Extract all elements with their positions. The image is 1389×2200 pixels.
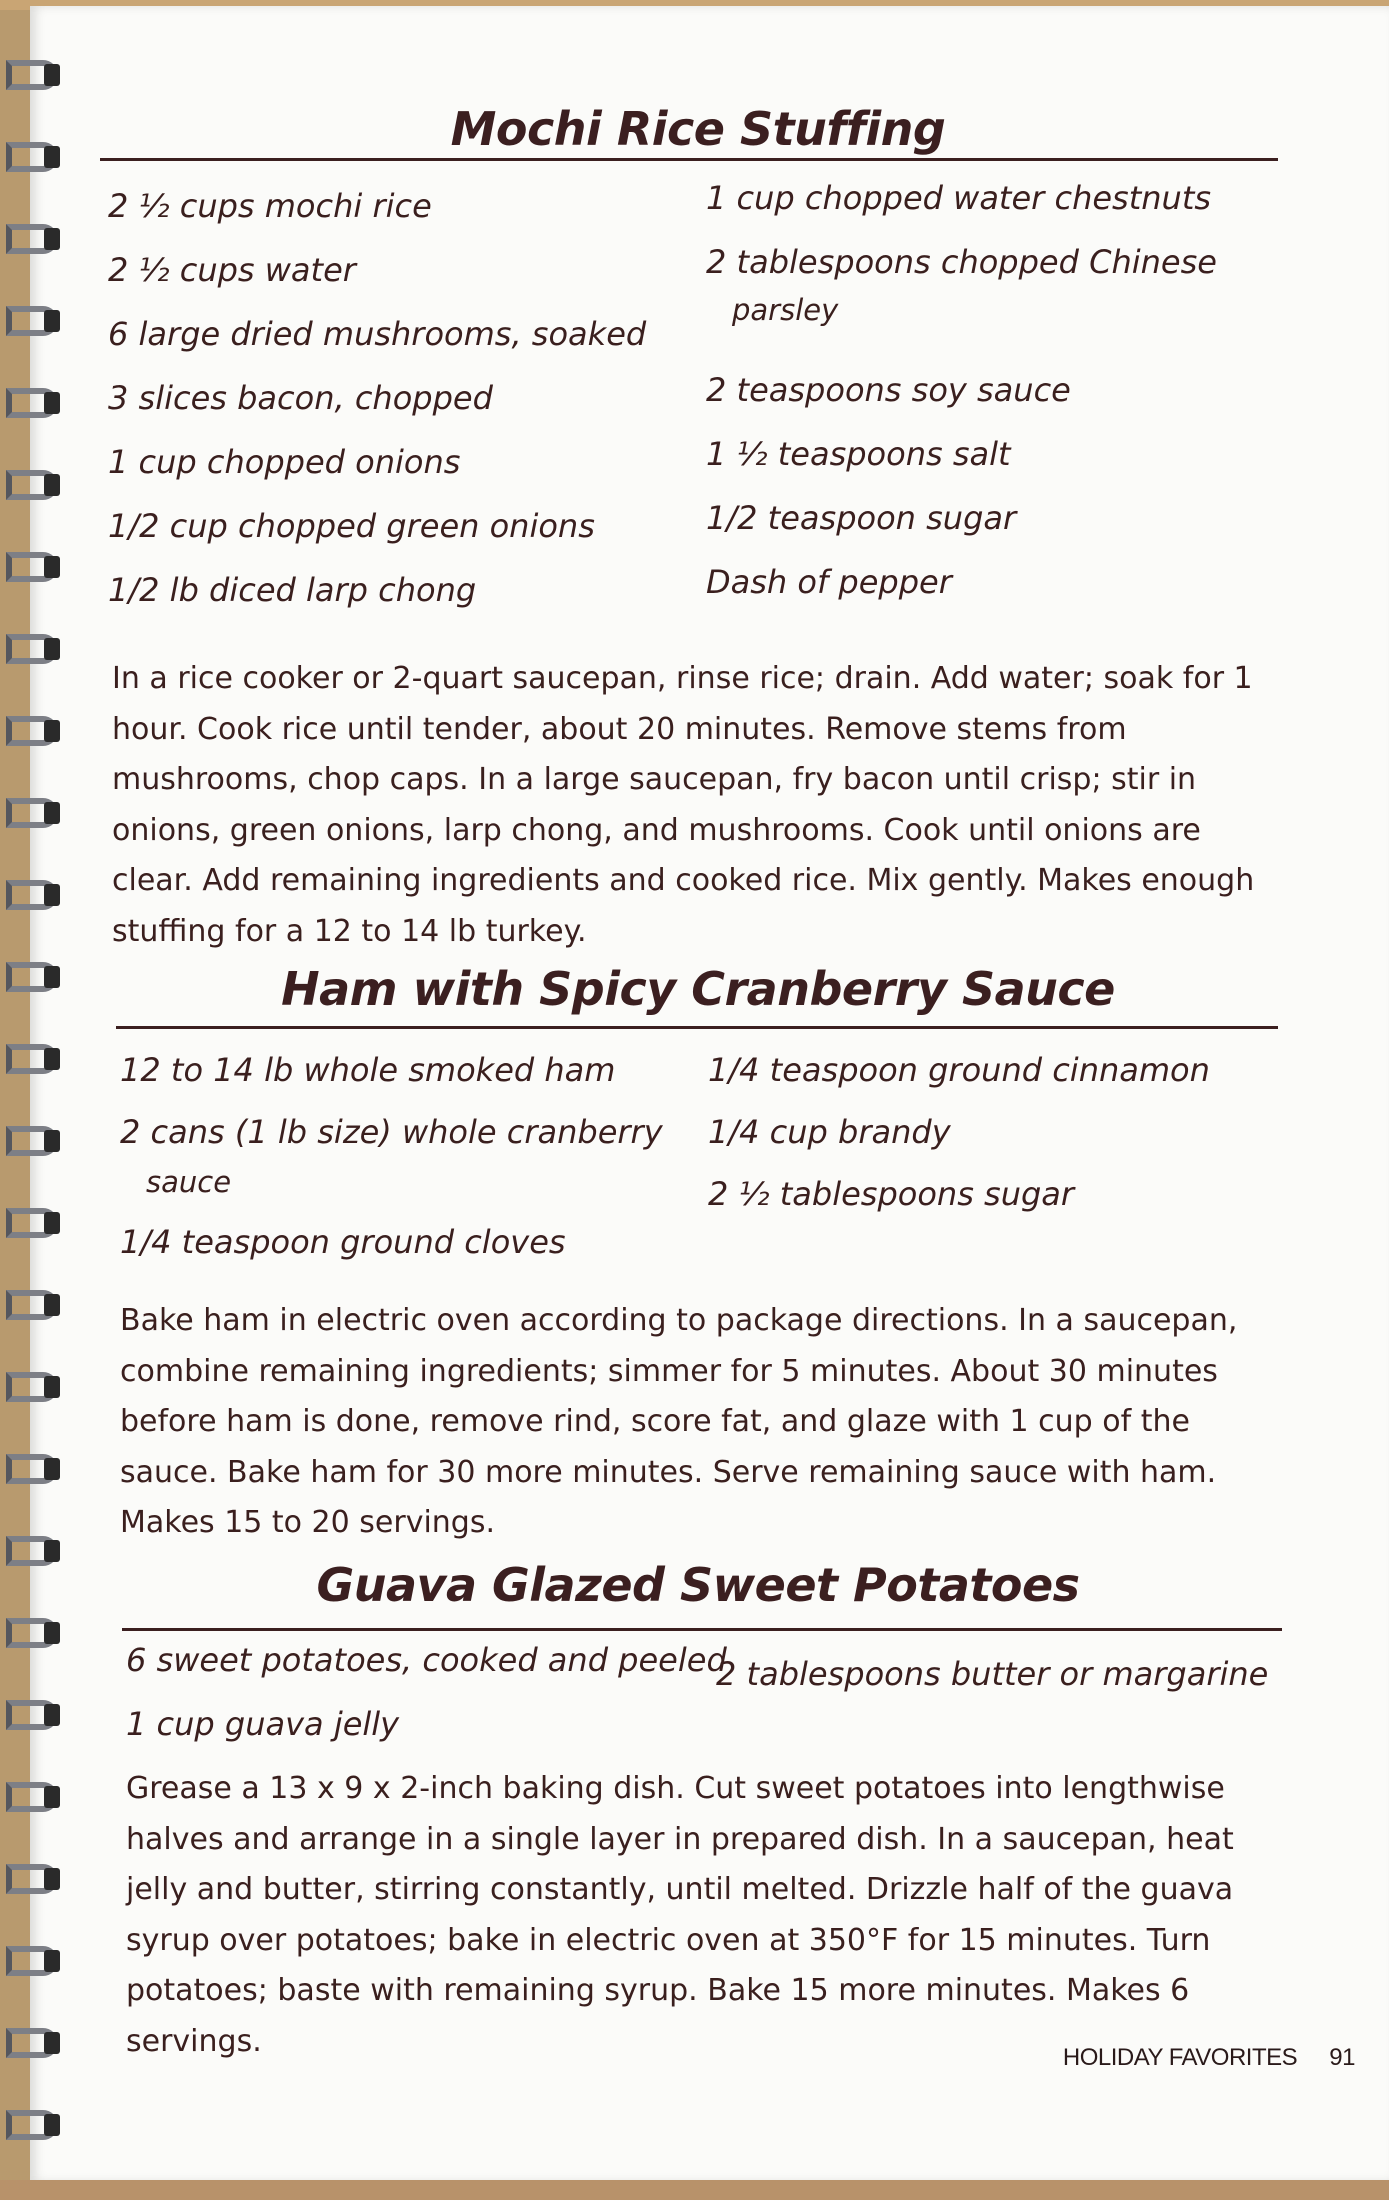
ingredient-item: 2 ½ tablespoons sugar xyxy=(708,1175,1075,1213)
punch-hole xyxy=(44,392,60,414)
punch-hole xyxy=(44,1458,60,1480)
binding-ring xyxy=(6,1364,64,1410)
ingredient-item: 1/2 teaspoon sugar xyxy=(706,499,1017,537)
ingredient-item: 1/2 cup chopped green onions xyxy=(108,507,595,545)
ingredient-item: 3 slices bacon, chopped xyxy=(108,379,493,417)
binding-ring xyxy=(6,790,64,836)
ingredient-item: 1/4 teaspoon ground cloves xyxy=(120,1223,566,1261)
binding-ring xyxy=(6,544,64,590)
ingredient-item: 1 cup chopped onions xyxy=(108,443,461,481)
binding-ring xyxy=(6,1446,64,1492)
binding-ring xyxy=(6,52,64,98)
punch-hole xyxy=(44,2032,60,2054)
recipe-title-mochi-rice-stuffing: Mochi Rice Stuffing xyxy=(450,102,946,156)
ingredient-item: 1 cup chopped water chestnuts xyxy=(706,179,1212,217)
punch-hole xyxy=(44,720,60,742)
binding-ring xyxy=(6,954,64,1000)
ingredient-item: 2 tablespoons chopped Chinese xyxy=(706,243,1217,281)
binding-ring xyxy=(6,1856,64,1902)
binding-ring xyxy=(6,462,64,508)
binding-ring xyxy=(6,626,64,672)
page-content xyxy=(108,0,1288,2176)
ingredient-item: 6 sweet potatoes, cooked and peeled xyxy=(126,1641,727,1679)
ingredient-item: 1/2 lb diced larp chong xyxy=(108,571,477,609)
binding-ring xyxy=(6,1610,64,1656)
ingredient-item: 2 tablespoons butter or margarine xyxy=(716,1655,1269,1693)
punch-hole xyxy=(44,884,60,906)
ingredient-item: 2 teaspoons soy sauce xyxy=(706,371,1071,409)
title-rule xyxy=(116,1026,1278,1029)
bottom-background-strip xyxy=(0,2180,1389,2200)
punch-hole xyxy=(44,966,60,988)
punch-hole xyxy=(44,556,60,578)
binding-ring xyxy=(6,380,64,426)
recipe-directions: Bake ham in electric oven according to package directions. In a saucepan, combine remaining ingredients; simmer for 5 minutes. About 30 minutes before ham is done, remove rind, score fat, and glaze with 1 cup of the sauce. Bake ham for 30 more minutes. Serve remaining sauce with ham. Makes 15 to 20 servings. xyxy=(120,1303,1238,1540)
punch-hole xyxy=(44,1540,60,1562)
punch-hole xyxy=(44,1048,60,1070)
ingredient-item: 1 cup guava jelly xyxy=(126,1705,400,1743)
punch-hole xyxy=(44,1950,60,1972)
binding-ring xyxy=(6,1528,64,1574)
page-footer xyxy=(1063,2044,1355,2072)
punch-hole xyxy=(44,1868,60,1890)
ingredient-item: 2 cans (1 lb size) whole cranberry xyxy=(120,1113,663,1151)
recipe-directions: Grease a 13 x 9 x 2-inch baking dish. Cut sweet potatoes into lengthwise halves and arrange in a single layer in prepared dish. In a saucepan, heat jelly and butter, stirring constantly, until melted. Drizzle half of the guava syrup over potatoes; bake in electric oven at 350°F for 15 minutes. Turn potatoes; baste with remaining syrup. Bake 15 more minutes. Makes 6 servings. xyxy=(126,1771,1234,2059)
ingredient-item: 6 large dried mushrooms, soaked xyxy=(108,315,647,353)
punch-hole xyxy=(44,1786,60,1808)
binding-ring xyxy=(6,1036,64,1082)
page-number: 91 xyxy=(1329,2044,1355,2071)
recipe-directions: In a rice cooker or 2-quart saucepan, rinse rice; drain. Add water; soak for 1 hour. Cook rice until tender, about 20 minutes. Remove stems from mushrooms, chop caps. In a large saucepan, fry bacon until crisp; stir in onions, green onions, larp chong, and mushrooms. Cook until onions are clear. Add remaining ingredients and cooked rice. Mix gently. Makes enough stuffing for a 12 to 14 lb turkey. xyxy=(112,661,1255,949)
punch-hole xyxy=(44,310,60,332)
ingredient-item-continued: parsley xyxy=(732,293,839,327)
ingredient-item: 1/4 teaspoon ground cinnamon xyxy=(708,1051,1210,1089)
ingredient-item: 12 to 14 lb whole smoked ham xyxy=(120,1051,616,1089)
binding-ring xyxy=(6,1200,64,1246)
binding-ring xyxy=(6,872,64,918)
ingredient-item: 2 ½ cups mochi rice xyxy=(108,187,432,225)
title-rule xyxy=(100,158,1278,161)
ingredient-item: Dash of pepper xyxy=(706,563,952,601)
ingredient-item: 2 ½ cups water xyxy=(108,251,356,289)
punch-hole xyxy=(44,802,60,824)
punch-hole xyxy=(44,146,60,168)
title-rule xyxy=(122,1628,1282,1631)
recipe-title-ham-cranberry: Ham with Spicy Cranberry Sauce xyxy=(281,962,1115,1016)
punch-hole xyxy=(44,1622,60,1644)
punch-hole xyxy=(44,638,60,660)
punch-hole xyxy=(44,1130,60,1152)
binding-ring xyxy=(6,1692,64,1738)
punch-hole xyxy=(44,1212,60,1234)
punch-hole xyxy=(44,228,60,250)
binding-ring xyxy=(6,2102,64,2148)
binding-ring xyxy=(6,1774,64,1820)
punch-hole xyxy=(44,64,60,86)
binding-ring xyxy=(6,216,64,262)
ingredient-item: 1 ½ teaspoons salt xyxy=(706,435,1011,473)
punch-hole xyxy=(44,1294,60,1316)
binding-ring xyxy=(6,298,64,344)
recipe-title-guava-sweet-potatoes: Guava Glazed Sweet Potatoes xyxy=(316,1558,1080,1612)
binding-ring xyxy=(6,708,64,754)
punch-hole xyxy=(44,2114,60,2136)
binding-ring xyxy=(6,134,64,180)
binding-ring xyxy=(6,2020,64,2066)
punch-hole xyxy=(44,1376,60,1398)
punch-hole xyxy=(44,474,60,496)
ingredient-item: 1/4 cup brandy xyxy=(708,1113,951,1151)
footer-section-name: HOLIDAY FAVORITES xyxy=(1062,2044,1298,2071)
binding-ring xyxy=(6,1282,64,1328)
spiral-binding xyxy=(0,0,70,2200)
binding-ring xyxy=(6,1118,64,1164)
ingredient-item-continued: sauce xyxy=(146,1165,232,1199)
punch-hole xyxy=(44,1704,60,1726)
binding-ring xyxy=(6,1938,64,1984)
